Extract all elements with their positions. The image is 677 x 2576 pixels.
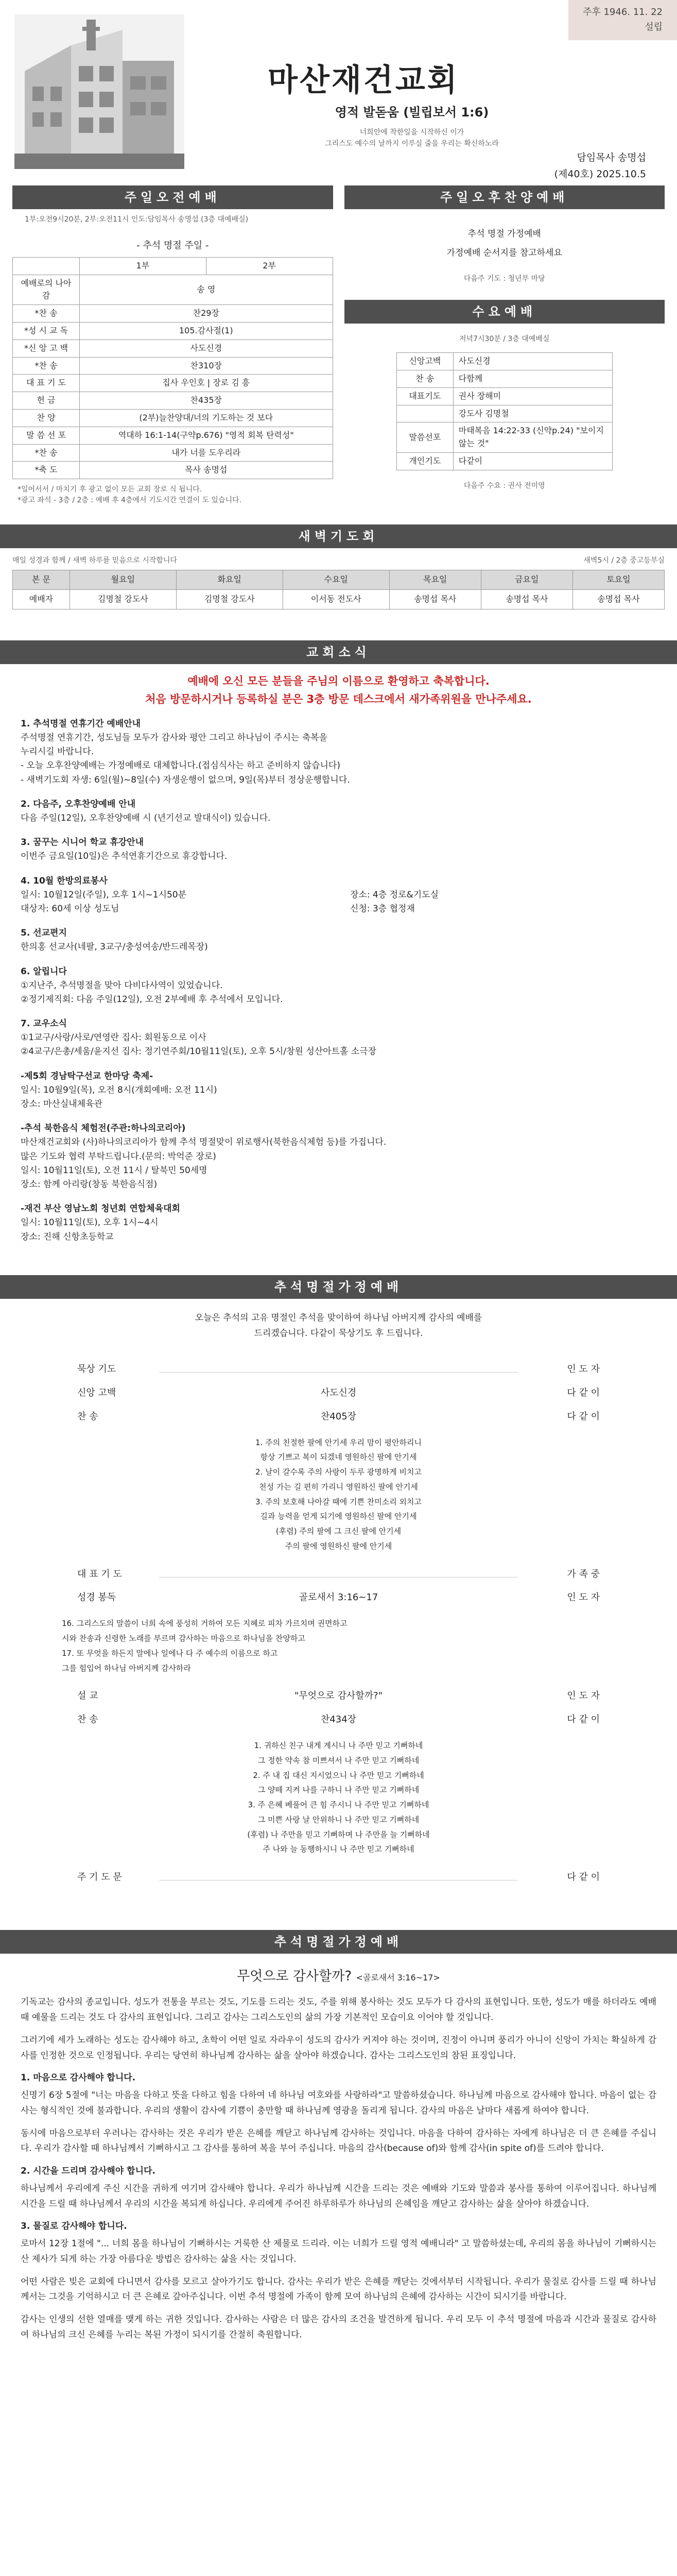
order-value: (2부)늘찬양대/너의 기도하는 것 보다	[80, 410, 333, 427]
order-value: 사도신경	[320, 1387, 357, 1398]
sermon-paragraph: 기독교는 감사의 종교입니다. 성도가 전통을 부르는 것도, 기도를 드리는 것도, 주를 위해 봉사하는 것도 모두가 다 감사의 표현입니다. 또한, 성도가 매를 하더라도 예배 때 예물을 드리는 것도 다 감사의 표현입니다. 그리고 감사는 그리스도인의 삶의 가장 기본적인 모습이요 이어야 할 것입니다.	[21, 1997, 656, 2023]
verse-line: 17. 또 무엇을 하든지 말에나 일에나 다 주 예수의 이름으로 하고	[62, 1648, 278, 1658]
sermon-section-title: 추석명절가정예배	[0, 1930, 677, 1954]
news-item	[21, 1202, 656, 1244]
news-line: ①1교구/사랑/사로/연영란 집사: 회원동으로 이사	[21, 1032, 206, 1043]
pastor-info	[554, 149, 646, 183]
order-label: 신앙 고백	[77, 1387, 116, 1398]
news-list	[0, 717, 677, 1244]
sunday-pm-line: 가정예배 순서지를 참고하세요	[446, 248, 562, 259]
table-header: 1부	[80, 257, 206, 275]
order-row	[77, 1713, 600, 1727]
wednesday-foot: 다음주 수요 : 권사 전미영	[463, 481, 545, 490]
order-value: 권사 장해미	[453, 387, 612, 405]
table-header: 2부	[206, 257, 333, 275]
order-label: 찬 양	[13, 410, 80, 427]
issue-number: (제40호) 2025.10.5	[554, 168, 646, 180]
news-item	[21, 965, 656, 1007]
pastor-name: 담임목사 송명섭	[577, 152, 646, 163]
table-cell: 예배자	[13, 589, 70, 609]
news-line: 주석명절 연휴기간, 성도님들 모두가 감사와 평안 그리고 하나님이 주시는 축복을	[21, 733, 327, 743]
sunday-pm-title: 주일오후찬양예배	[344, 185, 665, 209]
table-header: 화요일	[176, 570, 283, 589]
order-label: 찬 송	[396, 370, 453, 387]
order-label: 대 표 기 도	[13, 375, 80, 392]
sermon-paragraph: 어떤 사람은 빚은 교회에 다니면서 감사를 모르고 살아가기도 합니다. 감사는 우리가 받은 은혜를 깨닫는 것에서부터 시작됩니다. 우리가 물질로 감사를 드릴 때 하나님께서는 그것을 기억하시고 더 큰 은혜로 갚아주십니다. 이번 추석 명절에 가족이 함께 모여 하나님의 은혜에 감사하는 시간이 되시기를 바랍니다.	[21, 2276, 656, 2302]
order-value: 사도신경	[80, 340, 333, 357]
verse-line: 그를 힘입어 하나님 아버지께 감사하라	[62, 1663, 191, 1673]
news-line: 한의홍 선교사(네팔, 3교구/충성여송/반드레목장)	[21, 942, 208, 953]
lyric-line: 3. 주의 보호해 나아갈 때에 기쁜 찬미소리 외치고	[255, 1497, 422, 1506]
footnote: *일어서서 / 마치기 후 광고 없이 모든 교회 장로 식 됩니다.	[18, 485, 202, 494]
lyric-line: 주 나와 늘 동행하시니 나 주만 믿고 기뻐하네	[263, 1844, 414, 1854]
lyric-line: 길과 능력을 얻게 되기에 영원하신 팔에 안기세	[260, 1512, 417, 1521]
verse-line: 시와 찬송과 신령한 노래를 부르며 감사하는 마음으로 하나님을 찬양하고	[62, 1634, 305, 1643]
sermon-body	[0, 1990, 677, 2365]
table-header: 본 문	[13, 570, 70, 589]
lyric-line: 2. 주 내 집 대신 지시었으니 나 주만 믿고 기뻐하네	[253, 1770, 424, 1780]
intro-line: 오늘은 추석의 고유 명절인 추석을 맞이하여 하나님 아버지께 감사의 예배를	[195, 1312, 482, 1323]
order-role: 다 같 이	[567, 1387, 600, 1398]
table-row	[13, 392, 333, 410]
order-label: *성 시 교 독	[13, 323, 80, 340]
table-cell: 송명섭 목사	[481, 589, 572, 609]
order-value: 역대하 16:1-14(구약p.676) "영적 회복 탄력성"	[80, 427, 333, 444]
welcome-line: 예배에 오신 모든 분들을 주님의 이름으로 환영하고 축복합니다.	[187, 674, 490, 687]
founding-label: 설립	[645, 21, 663, 32]
lyric-line: 3. 주 은혜 베풀어 큰 힘 주시니 나 주만 믿고 기뻐하네	[248, 1800, 429, 1810]
order-row	[77, 1362, 600, 1377]
lyric-line: (후렴) 나 주만을 믿고 기뻐하며 나 주만을 늘 기뻐하네	[247, 1829, 430, 1839]
news-item	[21, 717, 656, 787]
order-title: - 추석 명절 주일 -	[136, 240, 209, 251]
footnote: *광고 좌석 - 3층 / 2층 : 예배 후 4층에서 기도시간 연결이 도 있습니다.	[18, 496, 242, 505]
order-label: 찬 송	[77, 1411, 98, 1422]
news-item	[21, 1122, 656, 1192]
bulletin-header	[0, 0, 677, 185]
order-value: 찬435장	[80, 392, 333, 410]
sunday-pm-box	[344, 209, 665, 300]
news-line: ②4교구/은총/세움/윤지선 집사: 정기연주회/10월11일(토), 오후 5시/창원 성산아트홀 소극장	[21, 1046, 377, 1057]
order-value: 다같이	[453, 452, 612, 470]
order-value: 사도신경	[453, 353, 612, 370]
lyric-line: 1. 주의 친절한 팔에 안기세 우리 맘이 평안하리니	[255, 1437, 422, 1447]
leader-dots	[160, 1366, 517, 1372]
lyric-line: 주의 팔에 영원하신 팔에 안기세	[285, 1541, 392, 1551]
lyric-line: 그 정한 약속 참 미쁘셔서 나 주만 믿고 기뻐하네	[257, 1755, 420, 1765]
verse-line: 16. 그리스도의 말씀이 너희 속에 풍성히 거하여 모든 지혜로 피차 가르치며 권면하고	[62, 1619, 348, 1629]
sermon-heading: 3. 물질로 감사해야 합니다.	[21, 2221, 127, 2232]
news-line: 장소: 함께 아리랑(창동 북한음식점)	[21, 1179, 158, 1190]
church-name: 마산재건교회	[268, 62, 459, 98]
sunday-am-order-table	[12, 257, 333, 479]
news-line: 일시: 10월11일(토), 오전 11시 / 탈북민 50세명	[21, 1165, 207, 1176]
sermon-title: 무엇으로 감사할까?	[237, 1969, 352, 1985]
sermon-paragraph: 하나님께서 우리에게 주신 시간을 귀하게 여기며 감사해야 합니다. 우리가 하나님께 시간을 드리는 것은 예배와 기도와 말씀과 봉사를 통하여 이루어집니다. 하나님께 시간을 드릴 때 하나님께서 우리의 시간을 복되게 하십니다. 우리에게 주어진 하루하루가 하나님의 은혜임을 깨닫고 감사하는 삶을 살아야 하겠습니다.	[21, 2183, 656, 2209]
news-row	[21, 888, 656, 902]
church-building-image	[14, 14, 184, 169]
news-item-title: 7. 교우소식	[21, 1019, 67, 1029]
sermon-heading: 1. 마음으로 감사해야 합니다.	[21, 2073, 136, 2083]
news-line: 일시: 10월11일(토), 오후 1시~4시	[21, 1217, 159, 1228]
order-value: 집사 우인호 | 장로 김 흥	[80, 375, 333, 392]
sunday-am-title: 주일오전예배	[12, 185, 333, 209]
news-item	[21, 1017, 656, 1059]
news-item-title: 6. 알립니다	[21, 966, 67, 977]
table-row	[396, 452, 612, 470]
news-title: 교회소식	[0, 640, 677, 664]
sunday-pm-line: 추석 명절 가정예배	[467, 229, 541, 239]
table-header: 수요일	[283, 570, 389, 589]
order-label: 설 교	[77, 1690, 98, 1702]
table-row	[396, 422, 612, 453]
order-role: 다 같 이	[567, 1872, 600, 1883]
order-label: 대 표 기 도	[77, 1568, 122, 1580]
table-cell: 김명철 강도사	[70, 589, 176, 609]
sermon-reference: <골로새서 3:16~17>	[356, 1973, 440, 1983]
order-value: 강도사 김명철	[453, 405, 612, 422]
news-line: ①지난주, 추석명절을 맞아 다비다사역이 있었습니다.	[21, 980, 223, 991]
order-label: *축 도	[13, 462, 80, 479]
welcome-message	[0, 664, 677, 717]
table-row	[13, 410, 333, 427]
wednesday-time-note: 저녁7시30분 / 3층 대예배실	[459, 335, 550, 344]
order-label: 성경 봉독	[77, 1592, 116, 1603]
news-item-title: 1. 추석명절 연휴기간 예배안내	[21, 718, 141, 729]
order-label: 신앙고백	[396, 353, 453, 370]
news-line: 누리시길 바랍니다.	[21, 747, 94, 757]
table-header-row	[13, 570, 665, 589]
sermon-paragraph: 로마서 12장 1절에 "... 너희 몸을 하나님이 기뻐하시는 거룩한 산 제물로 드리라. 이는 너희가 드릴 영적 예배니라" 고 말씀하셨는데, 우리의 몸을 하나님이 기뻐하시는 산 제사가 되게 하는 가장 아름다운 방법은 감사하는 삶을 사는 것입니다.	[21, 2239, 656, 2264]
order-label: 예배로의 나아감	[13, 275, 80, 305]
order-role: 인 도 자	[567, 1363, 600, 1375]
table-row	[13, 357, 333, 375]
lyric-line: 1. 귀하신 친구 내게 계시니 나 주만 믿고 기뻐하네	[254, 1741, 423, 1751]
table-header-row	[13, 257, 333, 275]
table-cell: 송명섭 목사	[389, 589, 481, 609]
news-line: 장소: 4층 정로&기도실	[350, 889, 439, 900]
news-item-title: 3. 꿈꾸는 시니어 학교 휴강안내	[21, 837, 144, 848]
news-line: 일시: 10월12일(주일), 오후 1시~1시50분	[21, 889, 187, 900]
leader-dots	[160, 1874, 517, 1880]
lyric-line: 항상 기쁘고 복이 되겠네 영원하신 팔에 안기세	[260, 1452, 417, 1462]
order-value: 마태복음 14:22-33 (신약p.24) "보이지 않는 것"	[453, 422, 612, 453]
sermon-paragraph: 그러기에 세가 노래하는 성도는 감사해야 하고, 초학이 어떤 일로 자라우이 성도의 감사가 커져야 하는 것이며, 진정이 아니며 풍리가 아니이 신앙이 가치는 확실하게 감사를 인정한 것으로 인정됩니다. 우리는 당연히 하나님께 감사하는 삶을 살아야 하겠습니다. 감사는 그리스도인의 참된 표징입니다.	[21, 2035, 656, 2061]
dawn-notes	[0, 548, 677, 570]
sermon-heading: 2. 시간을 드리며 감사해야 합니다.	[21, 2166, 155, 2177]
table-cell: 송명섭 목사	[572, 589, 664, 609]
sunday-am-column	[12, 185, 333, 511]
sunday-am-footnotes	[12, 479, 333, 511]
table-cell: 김명철 강도사	[176, 589, 283, 609]
order-value: 다함께	[453, 370, 612, 387]
hymn-434-lyrics	[0, 1736, 677, 1861]
order-role: 다 같 이	[567, 1714, 600, 1725]
news-item	[21, 798, 656, 825]
news-line: 장소: 마산실내체육관	[21, 1099, 102, 1110]
wednesday-title: 수요예배	[344, 300, 665, 324]
right-column	[344, 185, 665, 511]
chuseok-intro	[0, 1299, 677, 1353]
table-row	[396, 353, 612, 370]
order-label: 찬 송	[77, 1714, 98, 1725]
news-item	[21, 1070, 656, 1112]
news-line: 이번주 금요일(10일)은 추석연휴기간으로 휴강합니다.	[21, 851, 228, 862]
order-role: 다 같 이	[567, 1411, 600, 1422]
table-row	[13, 444, 333, 462]
table-row	[13, 305, 333, 323]
wednesday-order-table	[396, 352, 613, 470]
news-line: 많은 기도와 협력 부탁드립니다.(문의: 박억준 장로)	[21, 1151, 216, 1162]
lyric-line: (후렴) 주의 팔에 그 크신 팔에 안기세	[275, 1527, 402, 1536]
news-line: 대상자: 60세 이상 성도님	[21, 903, 119, 914]
dawn-schedule-table	[12, 570, 665, 609]
order-role: 가 족 중	[567, 1568, 600, 1580]
news-line: - 새벽기도회 자생: 6일(월)~8일(수) 자생운행이 없으며, 9일(목)부터 정상운행합니다.	[21, 774, 350, 785]
sermon-paragraph: 동시에 마음으로부터 우러나는 감사하는 것은 우리가 받은 은혜를 깨닫고 하나님께 감사하는 것입니다. 마음을 다하여 감사하는 자에게 하나님은 더 큰 은혜를 주십니다. 우리가 감사할 때 하나님께서 기뻐하시고 그 감사를 통하여 복을 부어 주십니다. 마음의 감사(because of)와 함께 감사(in spite of)를 드려야 합니다.	[21, 2128, 656, 2154]
order-label: 묵상 기도	[77, 1363, 116, 1375]
news-item	[21, 874, 656, 917]
news-line: ②정기제직회: 다음 주일(12일), 오전 2부예배 후 추석에서 모입니다.	[21, 994, 283, 1005]
news-item	[21, 836, 656, 863]
table-row	[13, 323, 333, 340]
order-value: 찬310장	[80, 357, 333, 375]
sermon-paragraph: 신명기 6장 5절에 "너는 마음을 다하고 뜻을 다하고 힘을 다하여 네 하나님 여호와를 사랑하라"고 말씀하셨습니다. 하나님께 마음으로 감사해야 합니다. 마음이 없는 감사는 형식적인 것에 불과합니다. 우리의 생활이 감사에 기쁨이 충만할 때 하나님께 영광을 돌리게 됩니다. 감사의 마음은 날마다 새롭게 하여야 합니다.	[21, 2090, 656, 2116]
sunday-pm-note: 다음주 기도 : 청년부 마당	[463, 274, 545, 283]
chuseok-order	[0, 1362, 677, 1424]
news-item-title: 5. 선교편지	[21, 928, 67, 939]
table-row	[13, 427, 333, 444]
news-item-title: 4. 10월 한방의료봉사	[21, 875, 108, 886]
table-cell	[13, 257, 80, 275]
dawn-title: 새벽기도회	[0, 524, 677, 548]
table-cell: 이서동 전도사	[283, 589, 389, 609]
table-row	[13, 275, 333, 305]
news-item-title: 2. 다음주, 오후찬양예배 안내	[21, 799, 136, 809]
news-line: 일시: 10월9일(목), 오전 8시(개회예배: 오전 11시)	[21, 1084, 217, 1095]
church-slogan	[242, 127, 582, 150]
lyric-line: 그 양떼 지켜 나를 구하니 나 주만 믿고 기뻐하네	[257, 1785, 420, 1795]
order-label: 헌 금	[13, 392, 80, 410]
scripture-text	[0, 1614, 677, 1680]
order-label: *신 앙 고 백	[13, 340, 80, 357]
order-label: 말씀선포	[396, 422, 453, 453]
order-value: 송 영	[80, 275, 333, 305]
table-header: 목요일	[389, 570, 481, 589]
table-row	[396, 387, 612, 405]
slogan-line: 그리스도 예수의 날까지 이루실 줄을 우리는 확신하노라	[325, 140, 499, 148]
news-line: 신청: 3층 협정재	[350, 903, 415, 914]
table-header: 월요일	[70, 570, 176, 589]
order-label	[396, 405, 453, 422]
sermon-title-block	[0, 1954, 677, 1990]
leader-dots	[160, 1571, 517, 1578]
dawn-note-right: 새벽5시 / 2층 중고등부실	[583, 556, 665, 565]
year-theme: 영적 발돋움 (빌립보서 1:6)	[335, 105, 489, 120]
founding-tag	[568, 0, 677, 40]
intro-line: 드리겠습니다. 다같이 묵상기도 후 드립니다.	[254, 1328, 423, 1339]
news-item-title: -제5회 경남탁구선교 한마당 축제-	[21, 1071, 153, 1081]
table-row	[396, 405, 612, 422]
order-value: 골로새서 3:16~17	[299, 1592, 378, 1603]
order-role: 인 도 자	[567, 1690, 600, 1702]
order-label: 말 씀 선 포	[13, 427, 80, 444]
order-value: 목사 송명섭	[80, 462, 333, 479]
lyric-line: 천성 가는 길 편히 가리니 영원하신 팔에 안기세	[259, 1482, 418, 1492]
sunday-am-time-note: 1부:오전9시20분, 2부:오전11시 인도:담임목사 송명섭 (3층 대예배실)	[25, 215, 249, 224]
table-row	[13, 589, 665, 609]
table-row	[13, 462, 333, 479]
order-label: 대표기도	[396, 387, 453, 405]
founding-date: 주후 1946. 11. 22	[582, 7, 663, 18]
lyric-line: 그 미쁜 사랑 날 안위하니 나 주만 믿고 기뻐하네	[257, 1815, 420, 1824]
order-label: *찬 송	[13, 357, 80, 375]
order-value: 찬29장	[80, 305, 333, 323]
order-label: 주 기 도 문	[77, 1872, 122, 1883]
news-line: 마산재건교회와 (사)하나의코리아가 함께 추석 명절맞이 위로행사(북한음식체험 등)를 가집니다.	[21, 1137, 387, 1148]
table-header: 토요일	[572, 570, 664, 589]
welcome-line: 처음 방문하시거나 등록하실 분은 3층 방문 데스크에서 새가족위원을 만나주세요.	[145, 693, 532, 706]
news-line: - 오늘 오후찬양예배는 가정예배로 대체합니다.(접심식사는 하고 준비하지 않습니다)	[21, 760, 340, 771]
news-line: 다음 주일(12일), 오후찬양예배 시 (년기선교 발대식이) 있습니다.	[21, 813, 271, 824]
news-item	[21, 926, 656, 954]
order-value: 내가 너를 도우리라	[80, 444, 333, 462]
news-item-title: -추석 북한음식 체험전(주관:하나의코리아)	[21, 1123, 186, 1134]
hymn-405-lyrics	[0, 1433, 677, 1558]
order-value: 찬434장	[320, 1714, 357, 1725]
dawn-note-left: 매일 성경과 함께 / 새벽 하루를 믿음으로 시작합니다	[12, 556, 177, 565]
order-row	[77, 1410, 600, 1424]
table-header: 금요일	[481, 570, 572, 589]
news-row	[21, 902, 656, 916]
chuseok-order-4	[0, 1870, 677, 1885]
slogan-line: 너희안에 착한일을 시작하신 이가	[359, 128, 464, 137]
table-row	[13, 375, 333, 392]
order-row	[77, 1870, 600, 1885]
order-value: 찬405장	[320, 1411, 357, 1422]
lyric-line: 2. 날이 갈수록 주의 사랑이 두루 광명하게 비치고	[255, 1467, 422, 1477]
order-value: 105.감사절(1)	[80, 323, 333, 340]
order-row	[77, 1386, 600, 1400]
order-label: *찬 송	[13, 444, 80, 462]
table-row	[396, 370, 612, 387]
order-role: 인 도 자	[567, 1592, 600, 1603]
order-row	[77, 1590, 600, 1605]
news-line: 장소: 진해 신항초등학교	[21, 1231, 114, 1242]
order-label: *찬 송	[13, 305, 80, 323]
table-row	[13, 340, 333, 357]
order-label: 개인기도	[396, 452, 453, 470]
order-row	[77, 1567, 600, 1582]
order-row	[77, 1689, 600, 1703]
worship-section	[0, 185, 677, 511]
order-value: "무엇으로 감사할까?"	[294, 1690, 383, 1702]
chuseok-title: 추석명절가정예배	[0, 1275, 677, 1299]
chuseok-order-3	[0, 1689, 677, 1727]
sermon-paragraph: 감사는 인생의 선한 열매를 맺게 하는 귀한 것입니다. 감사하는 사람은 더 많은 감사의 조건을 발견하게 됩니다. 우리 모두 이 추석 명절에 마음과 시간과 물질로 감사하여 하나님의 크신 은혜를 누리는 복된 가정이 되시기를 간절히 축원합니다.	[21, 2314, 656, 2340]
news-item-title: -재건 부산 영남노회 청년회 연합체육대회	[21, 1204, 180, 1214]
chuseok-order-2	[0, 1567, 677, 1605]
